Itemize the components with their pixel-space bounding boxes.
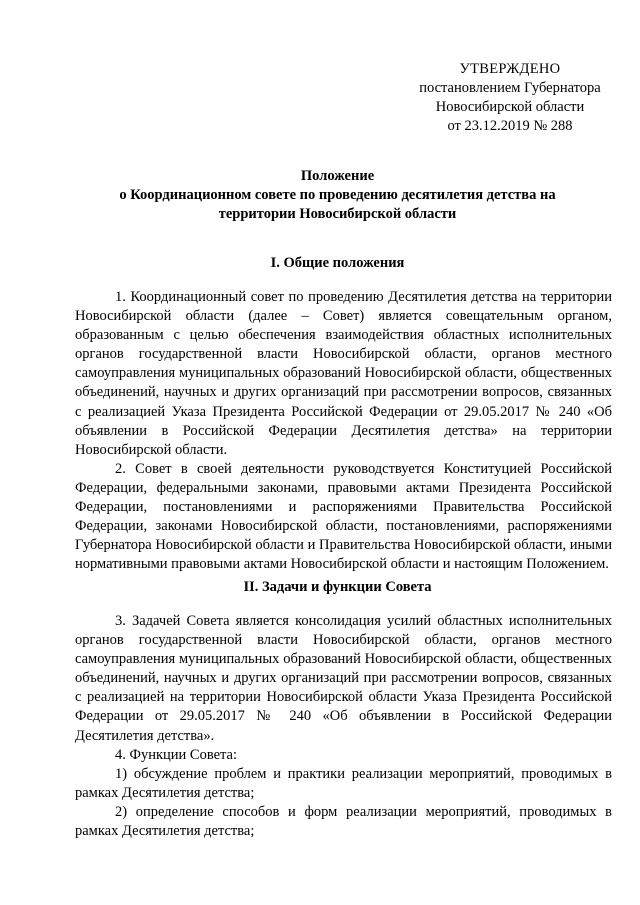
approval-line: постановлением Губернатора bbox=[419, 80, 601, 96]
approval-line: Новосибирской области bbox=[435, 99, 585, 115]
paragraph: 4. Функции Совета: bbox=[115, 746, 238, 763]
document-title-line: территории Новосибирской области bbox=[218, 206, 457, 222]
document-title-line: о Координационном совете по проведению десятилетия детства на bbox=[119, 187, 556, 203]
document-title bbox=[60, 167, 615, 224]
approval-line: от 23.12.2019 № 288 bbox=[447, 118, 573, 134]
paragraph: 2. Совет в своей деятельности руководствуется Конституцией Российской Федерации, федеральными законами, правовыми актами Президента Российской Федерации, постановлениями и распоряжениями Правительства Российской Федерации, законами Новосибирской области, постановлениями, распоряжениями Губернатора Новосибирской области и Правительства Новосибирской области, иными нормативными правовыми актами Новосибирской области и настоящим Положением. bbox=[75, 460, 612, 573]
approval-stamp bbox=[380, 60, 640, 136]
approval-title: УТВЕРЖДЕНО bbox=[459, 61, 561, 77]
paragraph: 1. Координационный совет по проведению Десятилетия детства на территории Новосибирской области (далее – Совет) является совещательным органом, образованным с целью обеспечения взаимодействия областных исполнительных органов государственной власти Новосибирской области, органов местного самоуправления муниципальных образований Новосибирской области, общественных объединений, научных и других организаций при рассмотрении вопросов, связанных с реализацией Указа Президента Российской Федерации от 29.05.2017 № 240 «Об объявлении в Российской Федерации Десятилетия детства» на территории Новосибирской области. bbox=[75, 289, 612, 458]
paragraph: 3. Задачей Совета является консолидация усилий областных исполнительных органов государственной власти Новосибирской области, органов местного самоуправления муниципальных образований Новосибирской области, общественных объединений, научных и других организаций при рассмотрении вопросов, связанных с реализацией на территории Новосибирской области Указа Президента Российской Федерации от 29.05.2017 № 240 «Об объявлении в Российской Федерации Десятилетия детства». bbox=[75, 613, 612, 744]
list-item: 2) определение способов и форм реализации мероприятий, проводимых в рамках Десятилетия детства; bbox=[75, 803, 612, 840]
document-title-line: Положение bbox=[300, 168, 375, 184]
list-item: 1) обсуждение проблем и практики реализации мероприятий, проводимых в рамках Десятилетия детства; bbox=[75, 765, 612, 801]
section-body bbox=[75, 612, 612, 841]
section-heading: I. Общие положения bbox=[270, 255, 405, 271]
section-heading: II. Задачи и функции Совета bbox=[243, 579, 432, 595]
section-body bbox=[75, 288, 612, 574]
